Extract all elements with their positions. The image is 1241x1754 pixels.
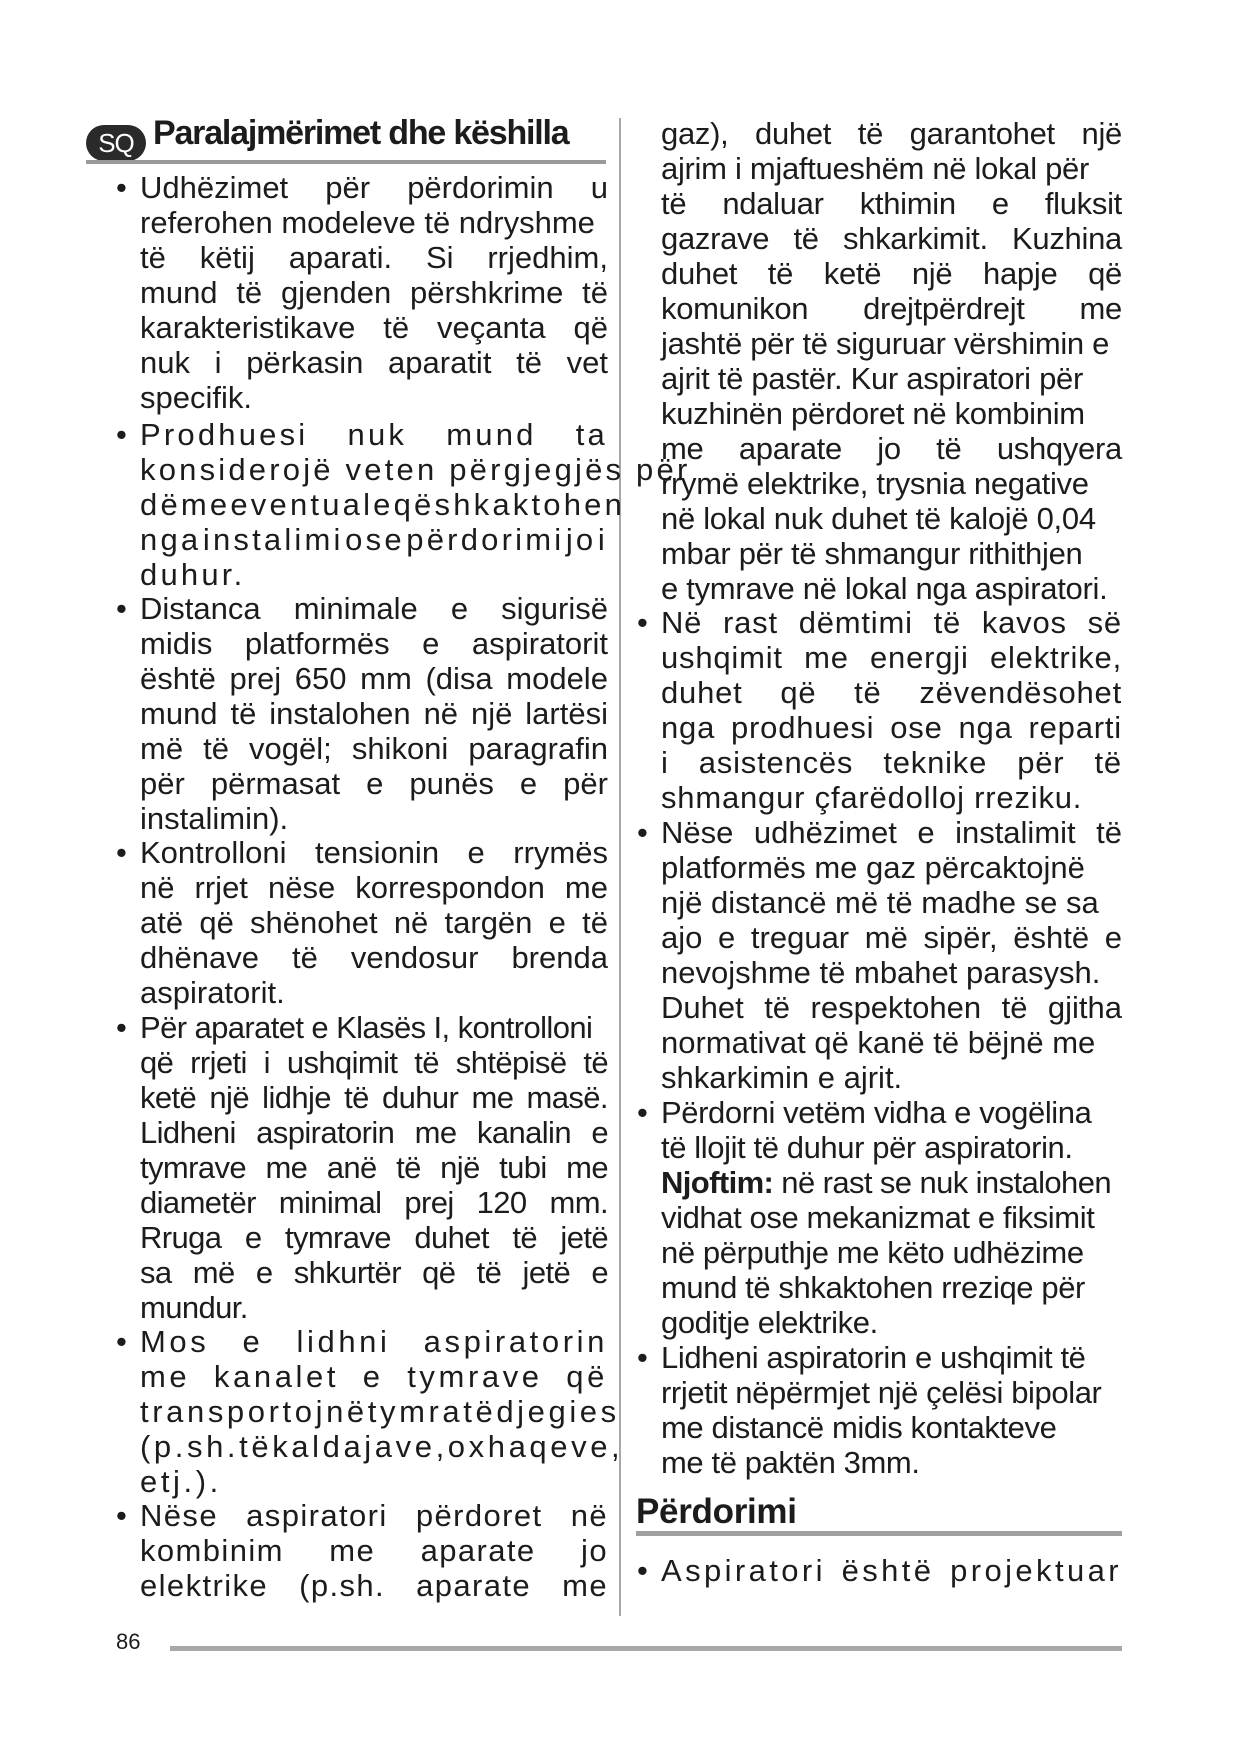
text-line: nga instalimi ose përdorimi jo i — [140, 522, 608, 557]
usage-heading: Përdorimi — [636, 1492, 797, 1531]
bullet-icon: • — [116, 1324, 127, 1359]
text-line: Nëse aspiratori përdoret në — [140, 1498, 608, 1533]
text-line: goditje elektrike. — [661, 1305, 878, 1340]
text-line: vidhat ose mekanizmat e fiksimit — [661, 1200, 1095, 1235]
text-line: dhënave të vendosur brenda — [140, 940, 608, 975]
page-number: 86 — [116, 1629, 141, 1654]
text-line: ajrit të pastër. Kur aspiratori për — [661, 361, 1083, 396]
text-line: mbar për të shmangur rithithjen — [661, 536, 1083, 571]
text-line: të këtij aparati. Si rrjedhim, — [140, 240, 608, 275]
text-line: Lidheni aspiratorin e ushqimit të — [661, 1340, 1086, 1375]
usage-underline — [636, 1531, 1122, 1536]
text-line: mund të instalohen në një lartësi — [140, 696, 608, 731]
text-line: mundur. — [140, 1290, 248, 1325]
text-line: me kanalet e tymrave që — [140, 1359, 608, 1394]
bullet-icon: • — [116, 1010, 127, 1045]
bullet-icon: • — [637, 1340, 648, 1375]
text-line: me të paktën 3mm. — [661, 1445, 920, 1480]
text-line: nuk i përkasin aparatit të vet — [140, 345, 608, 380]
text-line: mund të shkaktohen rreziqe për — [661, 1270, 1085, 1305]
notice-line — [661, 1167, 1111, 1198]
text-line: (p.sh. të kaldajave, oxhaqeve, — [140, 1429, 624, 1464]
text-line: platformës me gaz përcaktojnë — [661, 850, 1085, 885]
footer-rule — [170, 1646, 1122, 1651]
text-line: specifik. — [140, 380, 252, 415]
text-line: midis platformës e aspiratorit — [140, 626, 608, 661]
text-line: etj.). — [140, 1464, 222, 1499]
text-line: rrymë elektrike, trysnia negative — [661, 466, 1089, 501]
text-line: i asistencës teknike për të — [661, 745, 1122, 780]
text-line: karakteristikave të veçanta që — [140, 310, 608, 345]
text-line: aspiratorit. — [140, 975, 285, 1010]
text-line: duhur. — [140, 557, 246, 592]
bullet-icon: • — [637, 605, 648, 640]
text-line: komunikon drejtpërdrejt me — [661, 291, 1122, 326]
text-line: transportojnë tymra të djegies — [140, 1394, 620, 1429]
bullet-icon: • — [116, 417, 127, 452]
text-line: Distanca minimale e sigurisë — [140, 591, 608, 626]
text-line: kuzhinën përdoret në kombinim — [661, 396, 1085, 431]
title-underline — [86, 160, 606, 164]
bullet-icon: • — [637, 1553, 648, 1588]
text-line: instalimin). — [140, 801, 289, 836]
text-line: dëme eventuale që shkaktohen — [140, 487, 626, 522]
text-line: Për aparatet e Klasës I, kontrolloni — [140, 1010, 593, 1045]
text-line: sa më e shkurtër që të jetë e — [140, 1255, 608, 1290]
text-line: Nëse udhëzimet e instalimit të — [661, 815, 1122, 850]
text-line: me aparate jo të ushqyera — [661, 431, 1122, 466]
text-line: shmangur çfarëdolloj rreziku. — [661, 780, 1083, 815]
text-line: një distancë më të madhe se sa — [661, 885, 1099, 920]
text-line: në përputhje me këto udhëzime — [661, 1235, 1084, 1270]
text-line: në lokal nuk duhet të kalojë 0,04 — [661, 501, 1096, 536]
text-line: Udhëzimet për përdorimin u — [140, 170, 608, 205]
column-divider — [619, 118, 621, 1616]
text-line: normativat që kanë të bëjnë me — [661, 1025, 1096, 1060]
section-title: Paralajmërimet dhe këshilla — [153, 114, 569, 152]
text-line: nga prodhuesi ose nga reparti — [661, 710, 1122, 745]
text-line: diametër minimal prej 120 mm. — [140, 1185, 608, 1220]
bullet-icon: • — [116, 1498, 127, 1533]
bullet-icon: • — [637, 815, 648, 850]
text-line: rrjetit nëpërmjet një çelësi bipolar — [661, 1375, 1102, 1410]
text-line: referohen modeleve të ndryshme — [140, 205, 595, 240]
bullet-icon: • — [116, 835, 127, 870]
text-line: elektrike (p.sh. aparate me — [140, 1568, 608, 1603]
text-line: atë që shënohet në targën e të — [140, 905, 608, 940]
text-line: ushqimit me energji elektrike, — [661, 640, 1122, 675]
text-line: konsiderojë veten përgjegjës për — [140, 452, 691, 487]
text-line: Mos e lidhni aspiratorin — [140, 1324, 608, 1359]
notice-label: Njoftim: — [661, 1165, 774, 1200]
text-line: e tymrave në lokal nga aspiratori. — [661, 571, 1108, 606]
text-line: Lidheni aspiratorin me kanalin e — [140, 1115, 608, 1150]
notice-text: në rast se nuk instalohen — [773, 1165, 1111, 1200]
text-line: ajo e treguar më sipër, është e — [661, 920, 1122, 955]
text-line: gaz), duhet të garantohet një — [661, 116, 1122, 151]
text-line: me distancë midis kontakteve — [661, 1410, 1057, 1445]
text-line: shkarkimin e ajrit. — [661, 1060, 903, 1095]
bullet-icon: • — [116, 170, 127, 205]
bullet-icon: • — [116, 591, 127, 626]
text-line: është prej 650 mm (disa modele — [140, 661, 608, 696]
text-line: jashtë për të siguruar vërshimin e — [661, 326, 1110, 361]
text-line: Aspiratori është projektuar — [661, 1553, 1122, 1588]
text-line: Duhet të respektohen të gjitha — [661, 990, 1122, 1025]
text-line: duhet që të zëvendësohet — [661, 675, 1122, 710]
text-line: ketë një lidhje të duhur me masë. — [140, 1080, 608, 1115]
text-line: nevojshme të mbahet parasysh. — [661, 955, 1101, 990]
text-line: ajrim i mjaftueshëm në lokal për — [661, 151, 1090, 186]
text-line: për përmasat e punës e për — [140, 766, 608, 801]
bullet-icon: • — [637, 1095, 648, 1130]
text-line: Prodhuesi nuk mund ta — [140, 417, 608, 452]
text-line: duhet të ketë një hapje që — [661, 256, 1122, 291]
text-line: kombinim me aparate jo — [140, 1533, 608, 1568]
text-line: gazrave të shkarkimit. Kuzhina — [661, 221, 1122, 256]
text-line: mund të gjenden përshkrime të — [140, 275, 608, 310]
language-badge: SQ — [86, 125, 146, 161]
text-line: tymrave me anë të një tubi me — [140, 1150, 608, 1185]
text-line: në rrjet nëse korrespondon me — [140, 870, 608, 905]
text-line: më të vogël; shikoni paragrafin — [140, 731, 608, 766]
text-line: të ndaluar kthimin e fluksit — [661, 186, 1122, 221]
text-line: Përdorni vetëm vidha e vogëlina — [661, 1095, 1092, 1130]
text-line: Kontrolloni tensionin e rrymës — [140, 835, 608, 870]
text-line: Rruga e tymrave duhet të jetë — [140, 1220, 608, 1255]
text-line: të llojit të duhur për aspiratorin. — [661, 1130, 1073, 1165]
text-line: Në rast dëmtimi të kavos së — [661, 605, 1122, 640]
text-line: që rrjeti i ushqimit të shtëpisë të — [140, 1045, 608, 1080]
